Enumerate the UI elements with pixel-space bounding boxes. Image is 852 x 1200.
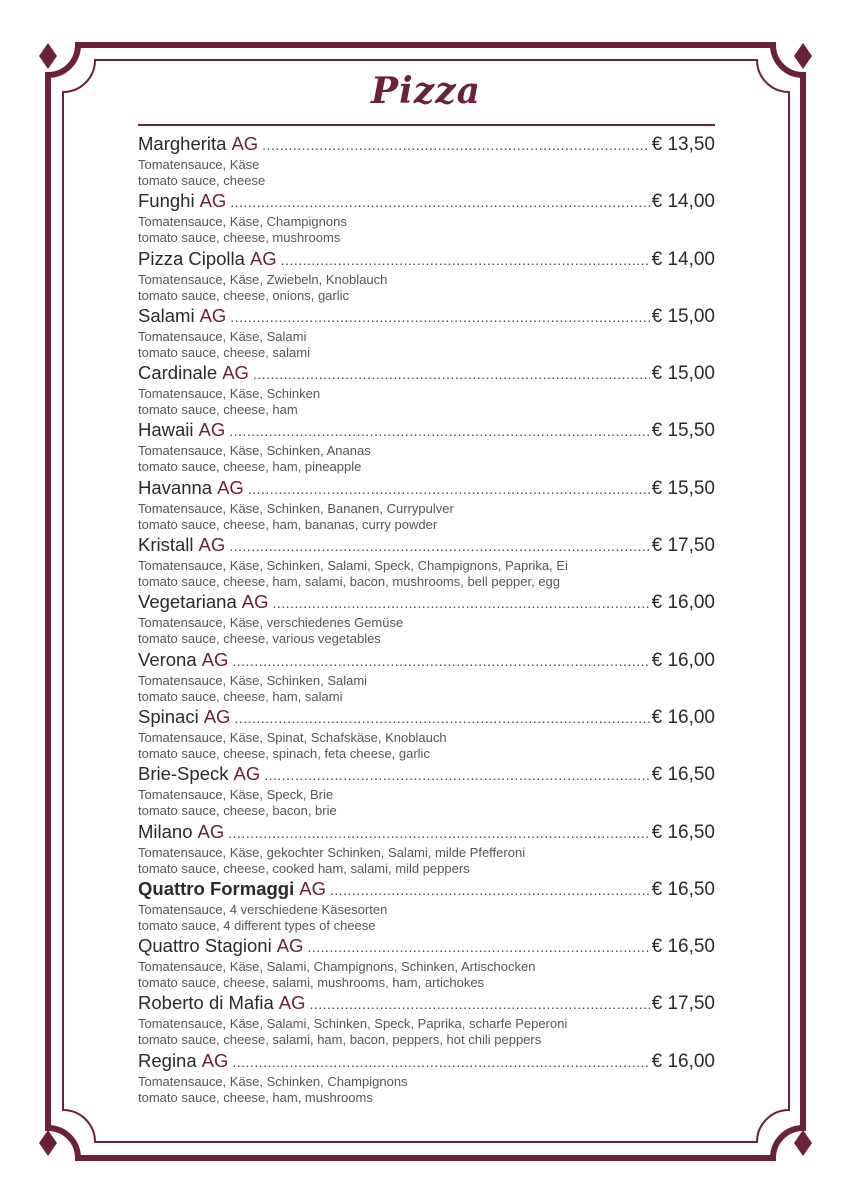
allergen-code: AG (299, 877, 326, 899)
menu-item (138, 246, 715, 303)
menu-item-line (138, 704, 715, 730)
description-german: Tomatensauce, Käse, Schinken, Bananen, Currypulver (138, 500, 454, 516)
menu-title: Pizza (371, 70, 481, 112)
description-english: tomato sauce, cheese, mushrooms (138, 230, 341, 246)
pizza-name: Havanna (138, 476, 213, 498)
dot-leader (234, 705, 649, 731)
description-german: Tomatensauce, Käse, Schinken, Champignons (138, 1073, 408, 1089)
menu-item-line (138, 761, 715, 787)
allergen-code: AG (222, 362, 249, 384)
pizza-name: Cardinale (138, 362, 218, 384)
pizza-name: Pizza Cipolla (138, 247, 245, 269)
price: € 16,00 (651, 706, 715, 728)
menu-item-line (138, 532, 715, 558)
description-german: Tomatensauce, Käse, Speck, Brie (138, 787, 334, 803)
menu-item (138, 990, 715, 1047)
menu-item-line (138, 360, 715, 386)
dot-leader (307, 934, 649, 960)
menu-item-line (138, 417, 715, 443)
menu-item-line (138, 990, 715, 1016)
menu-item (138, 704, 715, 761)
price: € 17,50 (651, 993, 715, 1015)
price: € 17,50 (651, 535, 715, 557)
menu-item-line (138, 876, 715, 902)
dot-leader (309, 991, 649, 1017)
menu-item-line (138, 131, 715, 157)
dot-leader (330, 877, 650, 903)
menu-item-line (138, 589, 715, 615)
price: € 14,00 (651, 248, 715, 270)
description-english: tomato sauce, cheese, salami (138, 344, 310, 360)
description-german: Tomatensauce, Käse, Champignons (138, 214, 347, 230)
pizza-menu-list (138, 131, 715, 1105)
pizza-name: Brie-Speck (138, 763, 229, 785)
description-german: Tomatensauce, Käse, Salami, Schinken, Speck, Paprika, scharfe Peperoni (138, 1016, 568, 1032)
menu-item-line (138, 819, 715, 845)
menu-item-line (138, 475, 715, 501)
menu-item (138, 360, 715, 417)
dot-leader (228, 820, 649, 846)
pizza-name: Quattro Formaggi (138, 877, 295, 899)
price: € 16,00 (651, 1050, 715, 1072)
allergen-code: AG (199, 304, 227, 326)
pizza-name: Vegetariana (138, 591, 237, 613)
title-divider (138, 124, 715, 126)
menu-item (138, 589, 715, 646)
menu-item (138, 761, 715, 818)
menu-item-line (138, 188, 715, 214)
dot-leader (281, 247, 650, 273)
menu-item (138, 647, 715, 704)
allergen-code: AG (249, 247, 277, 269)
menu-item (138, 819, 715, 876)
price: € 15,00 (651, 363, 715, 385)
pizza-name: Hawaii (138, 419, 194, 441)
description-german: Tomatensauce, Käse, Schinken, Ananas (138, 443, 371, 459)
dot-leader (253, 361, 650, 387)
allergen-code: AG (198, 534, 226, 556)
dot-leader (232, 1049, 649, 1075)
price: € 16,50 (651, 764, 715, 786)
allergen-code: AG (231, 133, 259, 154)
dot-leader (262, 132, 649, 158)
menu-item-line (138, 1048, 715, 1074)
description-english: tomato sauce, cheese, ham, salami (138, 688, 343, 704)
menu-item (138, 417, 715, 474)
price: € 16,00 (651, 592, 715, 614)
dot-leader (230, 189, 649, 215)
description-german: Tomatensauce, Käse, Schinken (138, 386, 321, 402)
description-english: tomato sauce, cheese, ham, pineapple (138, 459, 362, 475)
menu-item (138, 475, 715, 532)
description-german: Tomatensauce, Käse, Salami (138, 328, 307, 344)
allergen-code: AG (217, 476, 244, 498)
menu-item-line (138, 246, 715, 272)
description-english: tomato sauce, cheese, ham, mushrooms (138, 1089, 373, 1105)
price: € 15,50 (651, 477, 715, 499)
description-german: Tomatensauce, Käse (138, 157, 260, 172)
allergen-code: AG (201, 1049, 229, 1071)
allergen-code: AG (233, 763, 261, 785)
description-english: tomato sauce, cheese, cooked ham, salami, mild peppers (138, 860, 470, 876)
price: € 16,00 (651, 649, 715, 671)
description-english: tomato sauce, cheese, ham, bananas, curry powder (138, 516, 438, 532)
allergen-code: AG (203, 705, 231, 727)
description-german: Tomatensauce, 4 verschiedene Käsesorten (138, 901, 388, 917)
description-german: Tomatensauce, Käse, Schinken, Salami, Speck, Champignons, Paprika, Ei (138, 558, 568, 574)
allergen-code: AG (278, 992, 306, 1014)
dot-leader (230, 304, 649, 330)
description-english: tomato sauce, cheese, salami, ham, bacon, peppers, hot chili peppers (138, 1032, 542, 1048)
pizza-name: Funghi (138, 190, 195, 212)
description-german: Tomatensauce, Käse, Spinat, Schafskäse, Knoblauch (138, 729, 447, 745)
price: € 15,50 (651, 420, 715, 442)
menu-item (138, 532, 715, 589)
dot-leader (273, 590, 650, 616)
description-english: tomato sauce, cheese, bacon, brie (138, 803, 337, 819)
menu-item-line (138, 647, 715, 673)
diamond-ornament-bottom-left (39, 1130, 57, 1156)
description-german: Tomatensauce, Käse, Schinken, Salami (138, 672, 368, 688)
pizza-name: Kristall (138, 534, 194, 556)
description-english: tomato sauce, cheese, ham (138, 402, 298, 418)
pizza-name: Spinaci (138, 705, 199, 727)
description-german: Tomatensauce, Käse, gekochter Schinken, Salami, milde Pfefferoni (138, 844, 526, 860)
menu-item (138, 131, 715, 188)
description-english: tomato sauce, cheese, salami, mushrooms, ham, artichokes (138, 975, 485, 991)
price: € 16,50 (651, 878, 715, 900)
pizza-name: Roberto di Mafia (138, 992, 274, 1014)
description-english: tomato sauce, 4 different types of cheese (138, 917, 376, 933)
description-german: Tomatensauce, Käse, Salami, Champignons, Schinken, Artischocken (138, 959, 536, 975)
price: € 16,50 (651, 821, 715, 843)
diamond-ornament-bottom-right (794, 1130, 812, 1156)
dot-leader (264, 762, 649, 788)
menu-item (138, 188, 715, 245)
allergen-code: AG (201, 648, 229, 670)
pizza-name: Verona (138, 648, 197, 670)
allergen-code: AG (276, 935, 304, 957)
description-english: tomato sauce, cheese, onions, garlic (138, 287, 350, 303)
price: € 13,50 (651, 134, 715, 155)
allergen-code: AG (241, 591, 269, 613)
dot-leader (229, 418, 649, 444)
menu-item (138, 876, 715, 933)
diamond-ornament-top-left (39, 43, 57, 69)
menu-item (138, 933, 715, 990)
menu-item-line (138, 303, 715, 329)
pizza-name: Salami (138, 304, 195, 326)
price: € 15,00 (651, 305, 715, 327)
dot-leader (232, 648, 649, 674)
pizza-name: Quattro Stagioni (138, 935, 272, 957)
description-english: tomato sauce, cheese, various vegetables (138, 631, 381, 647)
menu-item (138, 303, 715, 360)
pizza-name: Milano (138, 820, 193, 842)
allergen-code: AG (199, 190, 227, 212)
description-english: tomato sauce, cheese (138, 173, 266, 188)
pizza-name: Regina (138, 1049, 197, 1071)
diamond-ornament-top-right (794, 43, 812, 69)
price: € 14,00 (651, 191, 715, 213)
dot-leader (248, 476, 650, 502)
description-english: tomato sauce, cheese, ham, salami, bacon, mushrooms, bell pepper, egg (138, 574, 561, 590)
allergen-code: AG (197, 820, 225, 842)
allergen-code: AG (198, 419, 226, 441)
description-english: tomato sauce, cheese, spinach, feta cheese, garlic (138, 745, 430, 761)
menu-item (138, 1048, 715, 1105)
pizza-name: Margherita (138, 133, 227, 154)
description-german: Tomatensauce, Käse, Zwiebeln, Knoblauch (138, 271, 388, 287)
menu-item-line (138, 933, 715, 959)
price: € 16,50 (651, 936, 715, 958)
dot-leader (229, 533, 649, 559)
description-german: Tomatensauce, Käse, verschiedenes Gemüse (138, 615, 404, 631)
